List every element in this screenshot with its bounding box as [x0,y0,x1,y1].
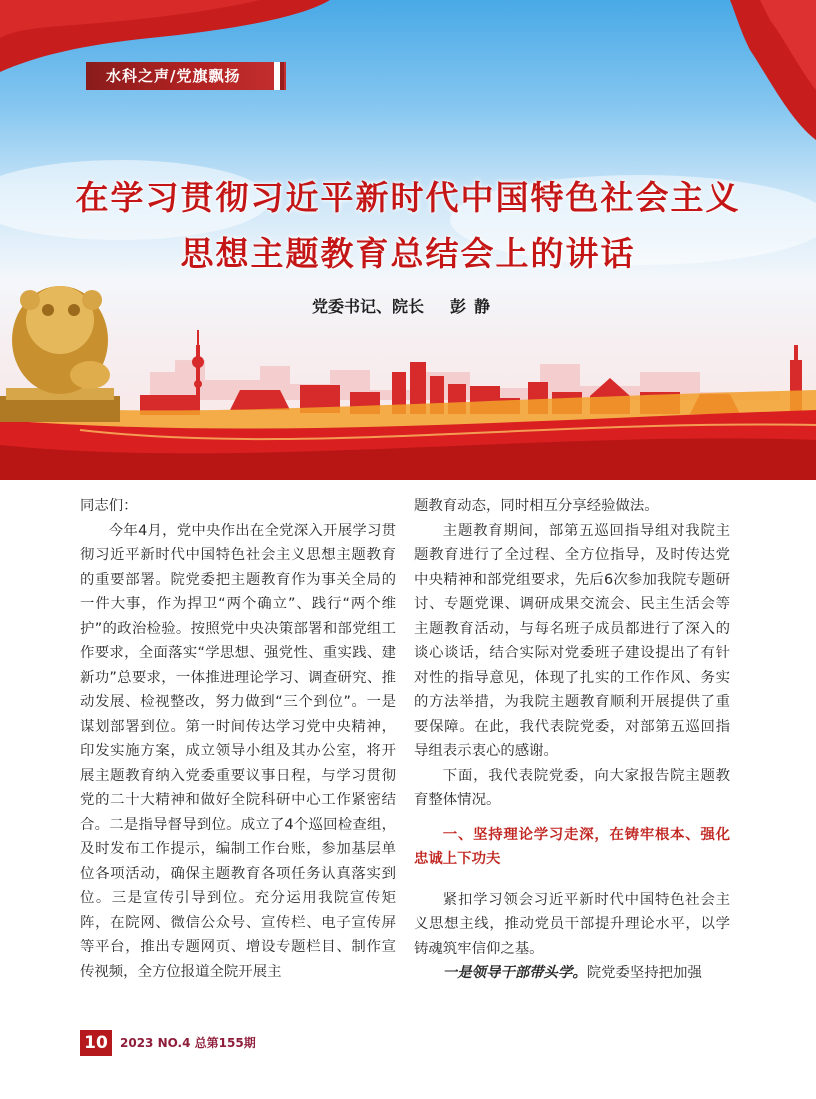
paragraph-3: 下面，我代表院党委，向大家报告院主题教育整体情况。 [414,767,730,808]
golden-lion-icon [0,286,120,422]
page-number: 10 [80,1030,112,1056]
paragraph-5 [414,961,730,986]
author-name: 彭静 [450,297,499,316]
section-heading-1: 一、坚持理论学习走深，在铸牢根本、强化忠诚上下功夫 [414,826,730,867]
issue-info: 2023 NO.4 总第155期 [120,1036,256,1050]
salutation: 同志们： [80,498,138,514]
author-role: 党委书记、院长 [312,297,425,316]
paragraph-1: 今年4月，党中央作出在全党深入开展学习贯彻习近平新时代中国特色社会主义思想主题教育的重要部署。院党委把主题教育作为事关全局的一件大事，作为捍卫“两个确立”、践行“两个维护”的政治检验。按照党中央决策部署和部党组工作要求，全面落实“学思想、强党性、重实践、建新功”总要求，一体推进理论学习、调查研究、推动发展、检视整改，努力做到“三个到位”。一是谋划部署到位。第一时间传达学习党中央精神，印发实施方案，成立领导小组及其办公室，将开展主题教育纳入党委重要议事日程，与学习贯彻党的二十大精神和做好全院科研中心工作紧密结合。二是指导督导到位。成立了4个巡回检查组，及时发布工作提示，编制工作台账，参加基层单位各项活动，确保主题教育各项任务认真落实到位。三是宣传引导到位。充分运用我院宣传矩阵，在院网、微信公众号、宣传栏、电子宣传屏等平台，推出专题网页、增设专题栏目、制作宣传视频，全方位报道全院开展主 [80,522,396,980]
text-column-right [414,494,730,986]
section-tag: 水科之声/党旗飘扬 [86,62,286,90]
header-banner [0,0,816,480]
author-byline [312,294,498,317]
paragraph-1-continued: 题教育动态，同时相互分享经验做法。 [414,498,659,514]
text-column-left [80,494,396,984]
paragraph-5-text: 院党委坚持把加强 [586,965,702,981]
section-tag-marker [280,62,284,90]
paragraph-2: 主题教育期间，部第五巡回指导组对我院主题教育进行了全过程、全方位指导，及时传达党中央精神和部党组要求，先后6次参加我院专题研讨、专题党课、调研成果交流会、民主生活会等主题教育活动，与每名班子成员都进行了深入的谈心谈话，结合实际对党委班子建设提出了有针对性的指导意见，体现了扎实的工作作风、务实的方法举措，为我院主题教育顺利开展提供了重要保障。在此，我代表院党委，对部第五巡回指导组表示衷心的感谢。 [414,522,730,759]
article-title-line-1: 在学习贯彻习近平新时代中国特色社会主义 [75,178,741,217]
article-title-line-2: 思想主题教育总结会上的讲话 [180,234,636,273]
paragraph-4: 紧扣学习领会习近平新时代中国特色社会主义思想主线，推动党员干部提升理论水平，以学铸魂筑牢信仰之基。 [414,891,730,957]
paragraph-5-lead: 一是领导干部带头学。 [442,964,587,981]
